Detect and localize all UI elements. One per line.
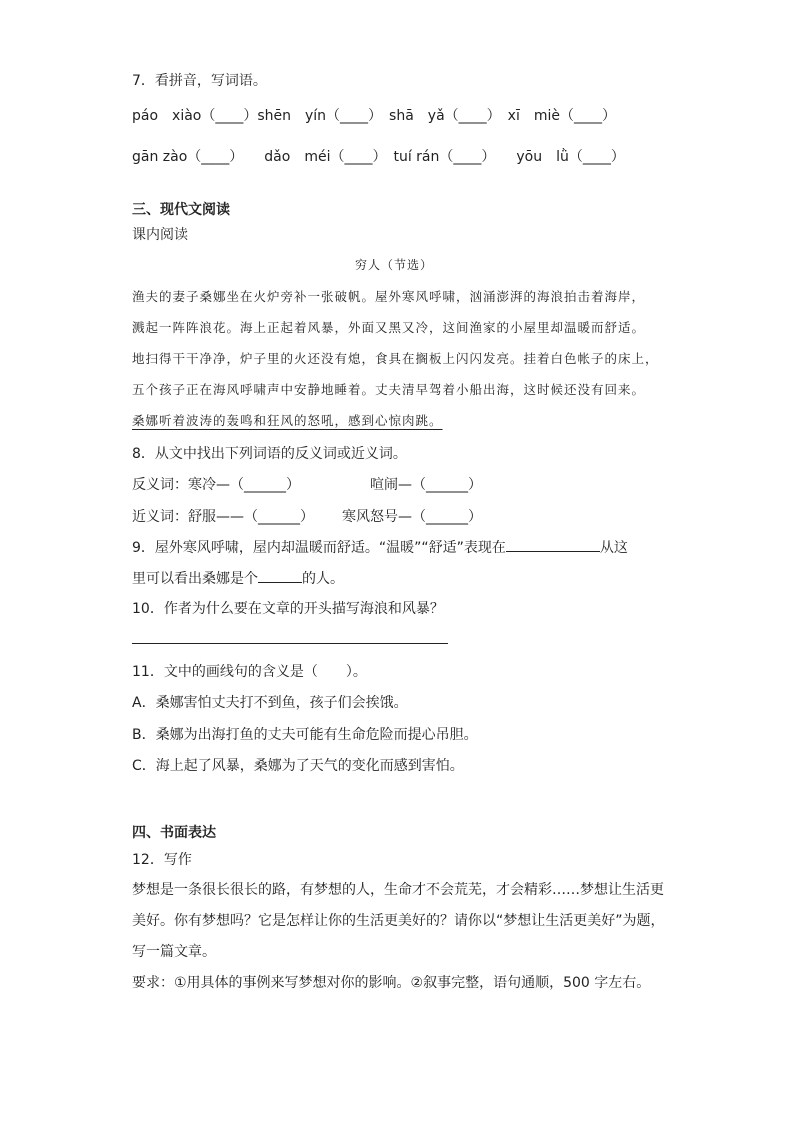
q11-option-b[interactable]: B．桑娜为出海打鱼的丈夫可能有生命危险而提心吊胆。 [132,727,478,743]
q11-option-c[interactable]: C．海上起了风暴，桑娜为了天气的变化而感到害怕。 [132,758,464,774]
q12-requirement: 要求：①用具体的事例来写梦想对你的影响。②叙事完整，语句通顺，500 字左右。 [132,975,651,991]
passage-line: 地扫得干干净净，炉子里的火还没有熄，食具在搁板上闪闪发亮。挂着白色帐子的床上， [132,351,659,366]
q9-line-1 [132,537,628,557]
passage-underlined-sentence: 桑娜听着波涛的轰鸣和狂风的怒吼，感到心惊肉跳。 [132,413,443,428]
q8-synonym-1: 近义词：舒服——（______） [132,509,314,525]
q8-antonym-2: 喧闹—（______） [370,477,482,493]
q8-synonym-2: 寒风怒号—（______） [342,509,482,525]
q12-prompt-line: 写一篇文章。 [132,944,216,960]
q10-answer-line[interactable] [132,643,448,644]
q10-title: 10．作者为什么要在文章的开头描写海浪和风暴？ [132,601,444,617]
q12-prompt-line: 美好。你有梦想吗？它是怎样让你的生活更美好的？请你以“梦想让生活更美好”为题， [132,913,665,929]
q9-answer-blank-2[interactable] [258,568,302,583]
q9-answer-blank-1[interactable] [506,537,600,552]
q9-line-2 [132,568,344,588]
q9-text-d: 的人。 [302,571,344,587]
section4-title: 四、书面表达 [132,825,216,841]
q9-text-b: 从这 [599,540,628,556]
q9-text-c: 里可以看出桑娜是个 [132,571,258,587]
passage-line: 五个孩子正在海风呼啸声中安静地睡着。丈夫清早驾着小船出海，这时候还没有回来。 [132,382,646,397]
q12-title: 12．写作 [132,852,192,868]
q8-antonym-1: 反义词：寒冷—（______） [132,477,300,493]
q11-option-a[interactable]: A．桑娜害怕丈夫打不到鱼，孩子们会挨饿。 [132,695,408,711]
section3-title: 三、现代文阅读 [132,202,230,218]
passage-line: 渔夫的妻子桑娜坐在火炉旁补一张破帆。屋外寒风呼啸，汹涌澎湃的海浪拍击着海岸， [132,289,646,304]
q11-title: 11．文中的画线句的含义是（ ）。 [132,664,367,680]
q7-pinyin-row-1: páo xiào（____）shēn yín（____） shā yǎ（____） xī miè（____） [132,108,616,124]
passage-line: 溅起一阵阵浪花。海上正起着风暴，外面又黑又冷，这间渔家的小屋里却温暖而舒适。 [132,320,646,335]
q8-title: 8．从文中找出下列词语的反义词或近义词。 [132,446,407,462]
q12-prompt-line: 梦想是一条很长很长的路，有梦想的人，生命才不会荒芜，才会精彩……梦想让生活更 [132,882,664,898]
q7-title: 7．看拼音，写词语。 [132,73,267,89]
passage-title: 穷人（节选） [355,258,434,272]
q9-text-a: 9．屋外寒风呼啸，屋内却温暖而舒适。“温暖”“舒适”表现在 [132,540,506,556]
section3-subtitle: 课内阅读 [132,227,188,243]
q7-pinyin-row-2: gān zào（____） dǎo méi（____） tuí rán（____） yōu lǜ（____） [132,149,625,165]
